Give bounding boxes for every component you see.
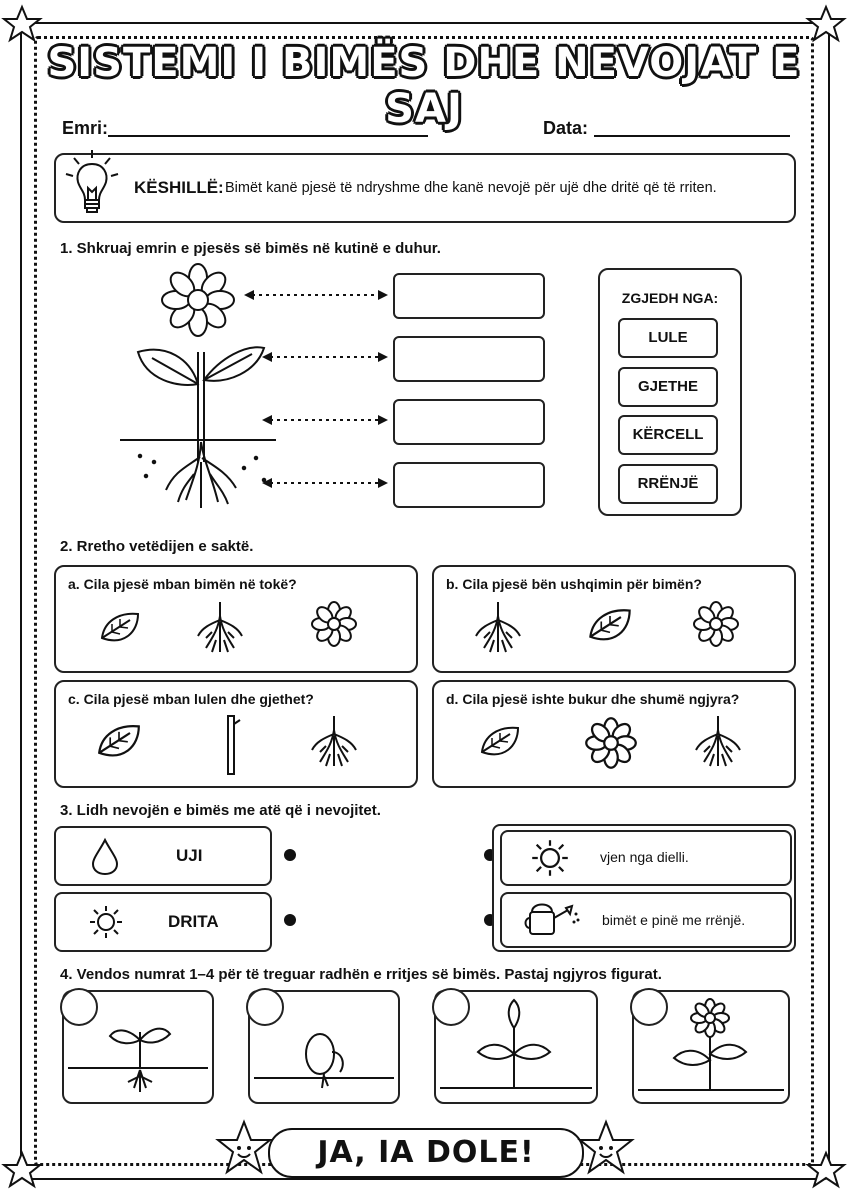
question-2c-text: c. Cila pjesë mban lulen dhe gjethet? <box>68 691 314 707</box>
question-3-title: 3. Lidh nevojën e bimës me atë që i nevojitet. <box>60 802 381 819</box>
flower-icon[interactable] <box>584 716 638 770</box>
word-bank-title: ZGJEDH NGA: <box>621 290 719 306</box>
diagram-arrows <box>240 282 392 492</box>
leaf-icon[interactable] <box>478 724 522 764</box>
question-2d-text: d. Cila pjesë ishte bukur dhe shumë ngjyra? <box>446 691 740 707</box>
flower-icon[interactable] <box>692 600 740 648</box>
star-icon <box>806 1150 846 1190</box>
star-icon <box>2 4 42 44</box>
date-field[interactable] <box>594 134 790 137</box>
match-dot[interactable] <box>284 849 296 861</box>
need-light-card <box>54 892 272 952</box>
question-1-title: 1. Shkruaj emrin e pjesës së bimës në kutinë e duhur. <box>60 240 441 257</box>
name-field[interactable] <box>108 134 428 137</box>
order-number-circle[interactable] <box>630 988 668 1026</box>
need-water-card <box>54 826 272 886</box>
question-2b-text: b. Cila pjesë bën ushqimin për bimën? <box>446 576 702 592</box>
answer-watering-card <box>500 892 792 948</box>
watering-can-icon <box>522 900 582 940</box>
order-number-circle[interactable] <box>432 988 470 1026</box>
date-label: Data: <box>543 118 589 138</box>
answer-watering-text: bimët e pinë me rrënjë. <box>602 912 746 928</box>
word-bank <box>598 268 742 516</box>
congrats-banner: JA, IA DOLE! <box>268 1128 584 1178</box>
smiling-star-icon <box>214 1118 274 1178</box>
match-dot[interactable] <box>284 914 296 926</box>
question-2a-text: a. Cila pjesë mban bimën në tokë? <box>68 576 297 592</box>
star-icon <box>2 1150 42 1190</box>
answer-box-flower[interactable] <box>393 273 545 319</box>
word-choice: GJETHE <box>618 367 718 407</box>
answer-sun-text: vjen nga dielli. <box>600 849 689 865</box>
root-icon[interactable] <box>474 600 522 660</box>
lightbulb-icon <box>62 148 122 220</box>
word-choice: LULE <box>618 318 718 358</box>
sun-icon <box>530 838 570 878</box>
need-light-label: DRITA <box>168 912 219 931</box>
stem-icon[interactable] <box>218 714 244 776</box>
flower-icon[interactable] <box>310 600 358 648</box>
smiling-star-icon <box>576 1118 636 1178</box>
word-choice: KËRCELL <box>618 415 718 455</box>
page-title: SISTEMI I BIMËS DHE NEVOJAT E SAJ <box>47 40 801 132</box>
answer-box-stem[interactable] <box>393 399 545 445</box>
leaf-icon[interactable] <box>586 606 634 650</box>
root-icon[interactable] <box>694 714 742 774</box>
leaf-icon[interactable] <box>94 722 144 766</box>
order-number-circle[interactable] <box>60 988 98 1026</box>
root-icon[interactable] <box>196 600 244 660</box>
name-label: Emri: <box>62 118 109 138</box>
word-choice: RRËNJË <box>618 464 718 504</box>
water-drop-icon <box>90 838 120 876</box>
order-number-circle[interactable] <box>246 988 284 1026</box>
star-icon <box>806 4 846 44</box>
question-4-title: 4. Vendos numrat 1–4 për të treguar radhën e rritjes së bimës. Pastaj ngjyros figurat. <box>60 966 662 983</box>
tip-text: Bimët kanë pjesë të ndryshme dhe kanë nevojë për ujë dhe dritë që të rriten. <box>225 180 717 196</box>
tip-heading: KËSHILLË: <box>134 178 224 197</box>
answer-box-leaf[interactable] <box>393 336 545 382</box>
sun-icon <box>88 904 124 940</box>
leaf-icon[interactable] <box>98 610 142 650</box>
answer-sun-card <box>500 830 792 886</box>
answer-box-root[interactable] <box>393 462 545 508</box>
root-icon[interactable] <box>310 714 358 774</box>
question-2-title: 2. Rretho vetëdijen e saktë. <box>60 538 254 555</box>
need-water-label: UJI <box>176 846 203 865</box>
